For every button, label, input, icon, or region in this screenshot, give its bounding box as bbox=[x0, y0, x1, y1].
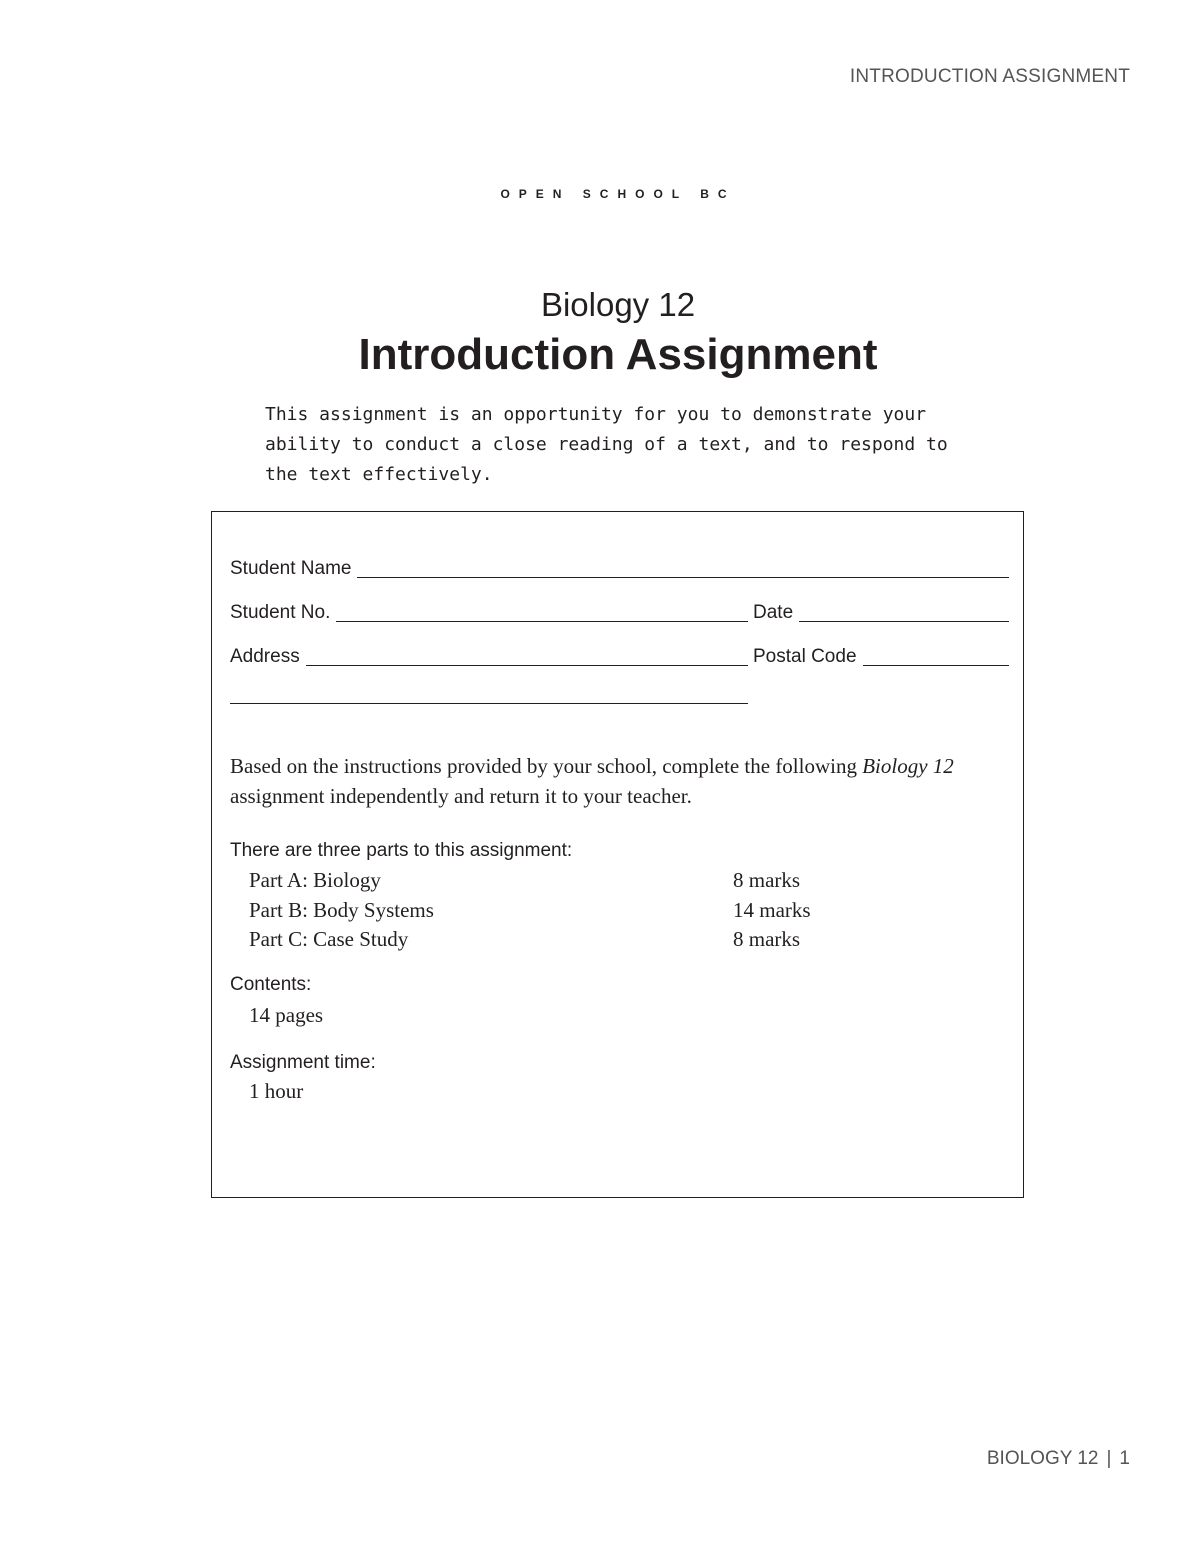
date-line[interactable] bbox=[799, 621, 1009, 622]
address-line[interactable] bbox=[306, 665, 748, 666]
student-name-field[interactable] bbox=[230, 558, 1009, 580]
address-line-2[interactable] bbox=[230, 703, 748, 704]
time-heading: Assignment time: bbox=[230, 1052, 376, 1073]
page-number: 1 bbox=[1119, 1448, 1130, 1469]
postal-code-field[interactable] bbox=[753, 646, 1009, 668]
student-no-field[interactable] bbox=[230, 602, 748, 624]
page-footer bbox=[987, 1448, 1130, 1470]
part-marks: 14 marks bbox=[733, 898, 811, 922]
footer-course: BIOLOGY 12 bbox=[986, 1448, 1099, 1469]
student-no-label: Student No. bbox=[230, 602, 331, 623]
postal-code-label: Postal Code bbox=[753, 646, 857, 667]
time-value: 1 hour bbox=[249, 1079, 304, 1103]
running-head: INTRODUCTION ASSIGNMENT bbox=[849, 66, 1130, 87]
address-field[interactable] bbox=[230, 646, 748, 668]
postal-code-line[interactable] bbox=[863, 665, 1009, 666]
part-name: Part A: Biology bbox=[249, 868, 381, 892]
date-field[interactable] bbox=[753, 602, 1009, 624]
address-line-2-field[interactable] bbox=[230, 684, 748, 706]
part-name: Part B: Body Systems bbox=[249, 898, 434, 922]
course-name-italic: Biology 12 bbox=[862, 754, 954, 778]
date-label: Date bbox=[753, 602, 794, 623]
publisher-logo: OPEN SCHOOL BC bbox=[500, 187, 736, 201]
student-no-line[interactable] bbox=[336, 621, 748, 622]
assignment-info-box bbox=[211, 511, 1024, 1198]
address-label: Address bbox=[230, 646, 300, 667]
footer-separator: | bbox=[1106, 1448, 1112, 1469]
contents-value: 14 pages bbox=[249, 1003, 324, 1027]
contents-heading: Contents: bbox=[230, 974, 312, 995]
student-name-line[interactable] bbox=[357, 577, 1009, 578]
parts-heading: There are three parts to this assignment: bbox=[230, 840, 573, 861]
course-title: Biology 12 bbox=[540, 286, 696, 323]
part-marks: 8 marks bbox=[733, 927, 801, 951]
student-name-label: Student Name bbox=[230, 558, 352, 579]
intro-paragraph: This assignment is an opportunity for you to demonstrate your ability to conduct a close reading of a text, and to respond to the text effectively. bbox=[265, 404, 948, 485]
part-name: Part C: Case Study bbox=[249, 927, 409, 951]
part-marks: 8 marks bbox=[733, 868, 801, 892]
page-title: Introduction Assignment bbox=[358, 330, 878, 379]
instructions-paragraph: Based on the instructions provided by your school, complete the following Biology 12 assignment independently and return it to your teacher. bbox=[230, 754, 954, 808]
